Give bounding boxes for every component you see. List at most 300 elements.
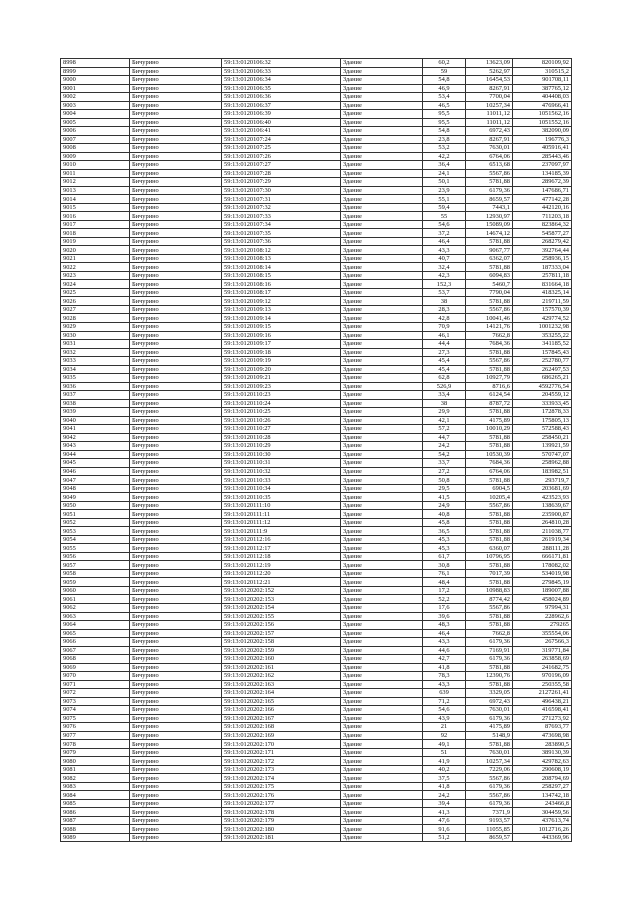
cadastral-value-cell: 353255,22 bbox=[513, 331, 572, 340]
cadastral-value-cell: 178082,02 bbox=[513, 561, 572, 570]
area-cell: 50,8 bbox=[423, 476, 466, 485]
table-row bbox=[61, 305, 572, 314]
area-cell: 48,3 bbox=[423, 621, 466, 630]
area-cell: 43,3 bbox=[423, 638, 466, 647]
row-number-cell: 9056 bbox=[61, 552, 130, 561]
cadastral-number-cell: 59:13:0120109:23 bbox=[222, 382, 341, 391]
cadastral-value-cell: 258962,88 bbox=[513, 459, 572, 468]
object-type-cell: Здание bbox=[341, 544, 423, 553]
row-number-cell: 9063 bbox=[61, 612, 130, 621]
area-cell: 53,7 bbox=[423, 288, 466, 297]
table-row bbox=[61, 297, 572, 306]
unit-cost-cell: 7630,01 bbox=[466, 748, 513, 757]
object-type-cell: Здание bbox=[341, 263, 423, 272]
cadastral-number-cell: 59:13:0120107:31 bbox=[222, 195, 341, 204]
area-cell: 42,8 bbox=[423, 314, 466, 323]
cadastral-number-cell: 59:13:0120107:30 bbox=[222, 186, 341, 195]
cadastral-number-cell: 59:13:0120106:40 bbox=[222, 118, 341, 127]
unit-cost-cell: 5781,88 bbox=[466, 442, 513, 451]
table-row bbox=[61, 493, 572, 502]
cadastral-value-cell: 289672,39 bbox=[513, 178, 572, 187]
object-type-cell: Здание bbox=[341, 808, 423, 817]
locality-cell: Бичурино bbox=[130, 391, 222, 400]
locality-cell: Бичурино bbox=[130, 672, 222, 681]
cadastral-value-cell: 2127261,41 bbox=[513, 689, 572, 698]
table-row bbox=[61, 425, 572, 434]
object-type-cell: Здание bbox=[341, 621, 423, 630]
row-number-cell: 9052 bbox=[61, 518, 130, 527]
unit-cost-cell: 5567,86 bbox=[466, 774, 513, 783]
row-number-cell: 9042 bbox=[61, 433, 130, 442]
locality-cell: Бичурино bbox=[130, 578, 222, 587]
object-type-cell: Здание bbox=[341, 93, 423, 102]
cadastral-number-cell: 59:13:0120202:158 bbox=[222, 638, 341, 647]
unit-cost-cell: 9193,57 bbox=[466, 816, 513, 825]
locality-cell: Бичурино bbox=[130, 229, 222, 238]
object-type-cell: Здание bbox=[341, 254, 423, 263]
row-number-cell: 9003 bbox=[61, 101, 130, 110]
unit-cost-cell: 6904,5 bbox=[466, 484, 513, 493]
locality-cell: Бичурино bbox=[130, 110, 222, 119]
row-number-cell: 9070 bbox=[61, 672, 130, 681]
object-type-cell: Здание bbox=[341, 569, 423, 578]
area-cell: 43,9 bbox=[423, 714, 466, 723]
locality-cell: Бичурино bbox=[130, 799, 222, 808]
locality-cell: Бичурино bbox=[130, 382, 222, 391]
area-cell: 32,4 bbox=[423, 263, 466, 272]
cadastral-value-cell: 473698,98 bbox=[513, 731, 572, 740]
unit-cost-cell: 10010,29 bbox=[466, 425, 513, 434]
table-row bbox=[61, 816, 572, 825]
cadastral-number-cell: 59:13:0120110:25 bbox=[222, 408, 341, 417]
unit-cost-cell: 5567,86 bbox=[466, 791, 513, 800]
row-number-cell: 9060 bbox=[61, 586, 130, 595]
area-cell: 55,1 bbox=[423, 195, 466, 204]
area-cell: 60,2 bbox=[423, 59, 466, 68]
unit-cost-cell: 7017,39 bbox=[466, 569, 513, 578]
object-type-cell: Здание bbox=[341, 595, 423, 604]
unit-cost-cell: 15089,09 bbox=[466, 220, 513, 229]
cadastral-value-cell: 1012716,26 bbox=[513, 825, 572, 834]
area-cell: 27,2 bbox=[423, 467, 466, 476]
cadastral-value-cell: 534019,98 bbox=[513, 569, 572, 578]
object-type-cell: Здание bbox=[341, 374, 423, 383]
cadastral-value-cell: 134185,39 bbox=[513, 169, 572, 178]
table-row bbox=[61, 84, 572, 93]
cadastral-value-cell: 263858,69 bbox=[513, 655, 572, 664]
table-row bbox=[61, 391, 572, 400]
area-cell: 54,6 bbox=[423, 220, 466, 229]
area-cell: 51 bbox=[423, 748, 466, 757]
cadastral-value-cell: 237097,97 bbox=[513, 161, 572, 170]
locality-cell: Бичурино bbox=[130, 604, 222, 613]
row-number-cell: 9018 bbox=[61, 229, 130, 238]
cadastral-value-cell: 189007,88 bbox=[513, 586, 572, 595]
object-type-cell: Здание bbox=[341, 288, 423, 297]
row-number-cell: 8998 bbox=[61, 59, 130, 68]
unit-cost-cell: 12930,97 bbox=[466, 212, 513, 221]
object-type-cell: Здание bbox=[341, 84, 423, 93]
table-row bbox=[61, 246, 572, 255]
area-cell: 42,7 bbox=[423, 655, 466, 664]
cadastral-number-cell: 59:13:0120202:162 bbox=[222, 672, 341, 681]
locality-cell: Бичурино bbox=[130, 833, 222, 842]
table-row bbox=[61, 399, 572, 408]
area-cell: 29,5 bbox=[423, 484, 466, 493]
table-row bbox=[61, 578, 572, 587]
object-type-cell: Здание bbox=[341, 612, 423, 621]
locality-cell: Бичурино bbox=[130, 527, 222, 536]
area-cell: 52,2 bbox=[423, 595, 466, 604]
locality-cell: Бичурино bbox=[130, 161, 222, 170]
row-number-cell: 9032 bbox=[61, 348, 130, 357]
cadastral-value-cell: 147686,71 bbox=[513, 186, 572, 195]
unit-cost-cell: 11011,12 bbox=[466, 118, 513, 127]
row-number-cell: 9071 bbox=[61, 680, 130, 689]
cadastral-number-cell: 59:13:0120202:165 bbox=[222, 697, 341, 706]
cadastral-number-cell: 59:13:0120202:179 bbox=[222, 816, 341, 825]
row-number-cell: 9059 bbox=[61, 578, 130, 587]
cadastral-value-cell: 418325,14 bbox=[513, 288, 572, 297]
object-type-cell: Здание bbox=[341, 391, 423, 400]
cadastral-number-cell: 59:13:0120112:18 bbox=[222, 552, 341, 561]
table-row bbox=[61, 382, 572, 391]
area-cell: 45,4 bbox=[423, 365, 466, 374]
cadastral-number-cell: 59:13:0120106:37 bbox=[222, 101, 341, 110]
row-number-cell: 9011 bbox=[61, 169, 130, 178]
cadastral-number-cell: 59:13:0120107:33 bbox=[222, 212, 341, 221]
unit-cost-cell: 5781,88 bbox=[466, 178, 513, 187]
unit-cost-cell: 5781,88 bbox=[466, 740, 513, 749]
table-row bbox=[61, 569, 572, 578]
table-row bbox=[61, 748, 572, 757]
table-row bbox=[61, 535, 572, 544]
unit-cost-cell: 10041,46 bbox=[466, 314, 513, 323]
object-type-cell: Здание bbox=[341, 203, 423, 212]
locality-cell: Бичурино bbox=[130, 510, 222, 519]
object-type-cell: Здание bbox=[341, 791, 423, 800]
cadastral-number-cell: 59:13:0120202:175 bbox=[222, 782, 341, 791]
table-row bbox=[61, 655, 572, 664]
unit-cost-cell: 16454,53 bbox=[466, 76, 513, 85]
locality-cell: Бичурино bbox=[130, 612, 222, 621]
locality-cell: Бичурино bbox=[130, 365, 222, 374]
unit-cost-cell: 6764,06 bbox=[466, 467, 513, 476]
object-type-cell: Здание bbox=[341, 816, 423, 825]
area-cell: 95,5 bbox=[423, 110, 466, 119]
cadastral-number-cell: 59:13:0120202:167 bbox=[222, 714, 341, 723]
cadastral-value-cell: 204559,12 bbox=[513, 391, 572, 400]
object-type-cell: Здание bbox=[341, 535, 423, 544]
object-type-cell: Здание bbox=[341, 450, 423, 459]
object-type-cell: Здание bbox=[341, 433, 423, 442]
row-number-cell: 9046 bbox=[61, 467, 130, 476]
object-type-cell: Здание bbox=[341, 714, 423, 723]
area-cell: 45,8 bbox=[423, 518, 466, 527]
object-type-cell: Здание bbox=[341, 101, 423, 110]
table-row bbox=[61, 195, 572, 204]
area-cell: 71,2 bbox=[423, 697, 466, 706]
cadastral-number-cell: 59:13:0120109:16 bbox=[222, 331, 341, 340]
object-type-cell: Здание bbox=[341, 501, 423, 510]
area-cell: 36,4 bbox=[423, 161, 466, 170]
table-row bbox=[61, 220, 572, 229]
cadastral-value-cell: 1051562,16 bbox=[513, 110, 572, 119]
row-number-cell: 9015 bbox=[61, 203, 130, 212]
object-type-cell: Здание bbox=[341, 663, 423, 672]
unit-cost-cell: 6972,43 bbox=[466, 127, 513, 136]
unit-cost-cell: 7371,9 bbox=[466, 808, 513, 817]
table-row bbox=[61, 118, 572, 127]
unit-cost-cell: 5781,88 bbox=[466, 578, 513, 587]
cadastral-value-cell: 258450,21 bbox=[513, 433, 572, 442]
row-number-cell: 9077 bbox=[61, 731, 130, 740]
locality-cell: Бичурино bbox=[130, 518, 222, 527]
cadastral-number-cell: 59:13:0120202:181 bbox=[222, 833, 341, 842]
area-cell: 21 bbox=[423, 723, 466, 732]
cadastral-number-cell: 59:13:0120111:9 bbox=[222, 527, 341, 536]
table-row bbox=[61, 459, 572, 468]
object-type-cell: Здание bbox=[341, 782, 423, 791]
locality-cell: Бичурино bbox=[130, 476, 222, 485]
area-cell: 30,8 bbox=[423, 561, 466, 570]
cadastral-number-cell: 59:13:0120202:171 bbox=[222, 748, 341, 757]
locality-cell: Бичурино bbox=[130, 808, 222, 817]
locality-cell: Бичурино bbox=[130, 195, 222, 204]
row-number-cell: 9036 bbox=[61, 382, 130, 391]
cadastral-value-cell: 496438,21 bbox=[513, 697, 572, 706]
object-type-cell: Здание bbox=[341, 586, 423, 595]
area-cell: 70,9 bbox=[423, 322, 466, 331]
unit-cost-cell: 5781,88 bbox=[466, 510, 513, 519]
locality-cell: Бичурино bbox=[130, 816, 222, 825]
object-type-cell: Здание bbox=[341, 484, 423, 493]
row-number-cell: 9033 bbox=[61, 357, 130, 366]
table-row bbox=[61, 271, 572, 280]
object-type-cell: Здание bbox=[341, 561, 423, 570]
object-type-cell: Здание bbox=[341, 680, 423, 689]
unit-cost-cell: 5781,88 bbox=[466, 612, 513, 621]
locality-cell: Бичурино bbox=[130, 288, 222, 297]
area-cell: 46,4 bbox=[423, 237, 466, 246]
table-row bbox=[61, 723, 572, 732]
locality-cell: Бичурино bbox=[130, 680, 222, 689]
unit-cost-cell: 5781,88 bbox=[466, 476, 513, 485]
table-row bbox=[61, 365, 572, 374]
cadastral-value-cell: 901708,11 bbox=[513, 76, 572, 85]
object-type-cell: Здание bbox=[341, 629, 423, 638]
cadastral-value-cell: 1051552,16 bbox=[513, 118, 572, 127]
locality-cell: Бичурино bbox=[130, 646, 222, 655]
locality-cell: Бичурино bbox=[130, 484, 222, 493]
unit-cost-cell: 8716,6 bbox=[466, 382, 513, 391]
cadastral-value-cell: 157570,39 bbox=[513, 305, 572, 314]
unit-cost-cell: 5781,88 bbox=[466, 408, 513, 417]
object-type-cell: Здание bbox=[341, 305, 423, 314]
row-number-cell: 9049 bbox=[61, 493, 130, 502]
row-number-cell: 9004 bbox=[61, 110, 130, 119]
row-number-cell: 9024 bbox=[61, 280, 130, 289]
cadastral-value-cell: 267566,3 bbox=[513, 638, 572, 647]
unit-cost-cell: 7229,06 bbox=[466, 765, 513, 774]
table-row bbox=[61, 203, 572, 212]
table-row bbox=[61, 442, 572, 451]
locality-cell: Бичурино bbox=[130, 84, 222, 93]
cadastral-number-cell: 59:13:0120202:156 bbox=[222, 621, 341, 630]
cadastral-number-cell: 59:13:0120108:14 bbox=[222, 263, 341, 272]
row-number-cell: 9061 bbox=[61, 595, 130, 604]
table-row bbox=[61, 450, 572, 459]
table-row bbox=[61, 93, 572, 102]
cadastral-number-cell: 59:13:0120110:33 bbox=[222, 476, 341, 485]
cadastral-value-cell: 4592776,54 bbox=[513, 382, 572, 391]
area-cell: 49,1 bbox=[423, 740, 466, 749]
table-row bbox=[61, 544, 572, 553]
row-number-cell: 9088 bbox=[61, 825, 130, 834]
row-number-cell: 9039 bbox=[61, 408, 130, 417]
locality-cell: Бичурино bbox=[130, 535, 222, 544]
cadastral-number-cell: 59:13:0120202:163 bbox=[222, 680, 341, 689]
row-number-cell: 9023 bbox=[61, 271, 130, 280]
unit-cost-cell: 8659,57 bbox=[466, 195, 513, 204]
unit-cost-cell: 5781,88 bbox=[466, 561, 513, 570]
object-type-cell: Здание bbox=[341, 408, 423, 417]
table-row bbox=[61, 322, 572, 331]
locality-cell: Бичурино bbox=[130, 569, 222, 578]
locality-cell: Бичурино bbox=[130, 399, 222, 408]
cadastral-number-cell: 59:13:0120107:35 bbox=[222, 229, 341, 238]
object-type-cell: Здание bbox=[341, 110, 423, 119]
cadastral-number-cell: 59:13:0120106:39 bbox=[222, 110, 341, 119]
row-number-cell: 9068 bbox=[61, 655, 130, 664]
unit-cost-cell: 7630,01 bbox=[466, 706, 513, 715]
object-type-cell: Здание bbox=[341, 518, 423, 527]
area-cell: 526,9 bbox=[423, 382, 466, 391]
object-type-cell: Здание bbox=[341, 365, 423, 374]
locality-cell: Бичурино bbox=[130, 706, 222, 715]
table-row bbox=[61, 612, 572, 621]
table-row bbox=[61, 433, 572, 442]
area-cell: 62,8 bbox=[423, 374, 466, 383]
area-cell: 42,2 bbox=[423, 152, 466, 161]
locality-cell: Бичурино bbox=[130, 731, 222, 740]
table-row bbox=[61, 374, 572, 383]
area-cell: 41,9 bbox=[423, 757, 466, 766]
unit-cost-cell: 10796,95 bbox=[466, 552, 513, 561]
object-type-cell: Здание bbox=[341, 604, 423, 613]
object-type-cell: Здание bbox=[341, 152, 423, 161]
unit-cost-cell: 11011,12 bbox=[466, 110, 513, 119]
cadastral-number-cell: 59:13:0120202:168 bbox=[222, 723, 341, 732]
unit-cost-cell: 4175,89 bbox=[466, 416, 513, 425]
area-cell: 44,6 bbox=[423, 646, 466, 655]
cadastral-number-cell: 59:13:0120112:21 bbox=[222, 578, 341, 587]
unit-cost-cell: 12390,76 bbox=[466, 672, 513, 681]
object-type-cell: Здание bbox=[341, 297, 423, 306]
unit-cost-cell: 10205,4 bbox=[466, 493, 513, 502]
unit-cost-cell: 6972,43 bbox=[466, 697, 513, 706]
cadastral-number-cell: 59:13:0120202:170 bbox=[222, 740, 341, 749]
row-number-cell: 9021 bbox=[61, 254, 130, 263]
locality-cell: Бичурино bbox=[130, 561, 222, 570]
locality-cell: Бичурино bbox=[130, 689, 222, 698]
cadastral-value-cell: 443369,96 bbox=[513, 833, 572, 842]
area-cell: 53,2 bbox=[423, 144, 466, 153]
unit-cost-cell: 7684,36 bbox=[466, 459, 513, 468]
table-row bbox=[61, 263, 572, 272]
cadastral-value-cell: 235900,87 bbox=[513, 510, 572, 519]
locality-cell: Бичурино bbox=[130, 127, 222, 136]
table-row bbox=[61, 663, 572, 672]
cadastral-number-cell: 59:13:0120202:155 bbox=[222, 612, 341, 621]
area-cell: 42,3 bbox=[423, 271, 466, 280]
unit-cost-cell: 13623,09 bbox=[466, 59, 513, 68]
table-row bbox=[61, 408, 572, 417]
area-cell: 45,3 bbox=[423, 535, 466, 544]
area-cell: 45,4 bbox=[423, 357, 466, 366]
cadastral-value-cell: 570747,07 bbox=[513, 450, 572, 459]
unit-cost-cell: 5781,88 bbox=[466, 663, 513, 672]
table-row bbox=[61, 67, 572, 76]
row-number-cell: 9085 bbox=[61, 799, 130, 808]
cadastral-value-cell: 404408,03 bbox=[513, 93, 572, 102]
cadastral-value-cell: 285443,46 bbox=[513, 152, 572, 161]
cadastral-value-cell: 416598,41 bbox=[513, 706, 572, 715]
unit-cost-cell: 7700,04 bbox=[466, 93, 513, 102]
locality-cell: Бичурино bbox=[130, 638, 222, 647]
unit-cost-cell: 5148,9 bbox=[466, 731, 513, 740]
locality-cell: Бичурино bbox=[130, 663, 222, 672]
cadastral-number-cell: 59:13:0120106:33 bbox=[222, 67, 341, 76]
object-type-cell: Здание bbox=[341, 416, 423, 425]
row-number-cell: 9034 bbox=[61, 365, 130, 374]
area-cell: 41,5 bbox=[423, 493, 466, 502]
area-cell: 47,6 bbox=[423, 816, 466, 825]
row-number-cell: 9043 bbox=[61, 442, 130, 451]
unit-cost-cell: 10988,83 bbox=[466, 586, 513, 595]
cadastral-value-cell: 271273,92 bbox=[513, 714, 572, 723]
cadastral-number-cell: 59:13:0120107:34 bbox=[222, 220, 341, 229]
unit-cost-cell: 8787,72 bbox=[466, 399, 513, 408]
unit-cost-cell: 7169,91 bbox=[466, 646, 513, 655]
area-cell: 38 bbox=[423, 297, 466, 306]
table-row bbox=[61, 561, 572, 570]
object-type-cell: Здание bbox=[341, 799, 423, 808]
cadastral-number-cell: 59:13:0120110:32 bbox=[222, 467, 341, 476]
table-row bbox=[61, 314, 572, 323]
unit-cost-cell: 6360,07 bbox=[466, 544, 513, 553]
locality-cell: Бичурино bbox=[130, 655, 222, 664]
row-number-cell: 9083 bbox=[61, 782, 130, 791]
table-row bbox=[61, 595, 572, 604]
unit-cost-cell: 7684,36 bbox=[466, 340, 513, 349]
table-row bbox=[61, 331, 572, 340]
object-type-cell: Здание bbox=[341, 220, 423, 229]
area-cell: 42,1 bbox=[423, 416, 466, 425]
row-number-cell: 9031 bbox=[61, 340, 130, 349]
object-type-cell: Здание bbox=[341, 467, 423, 476]
row-number-cell: 9054 bbox=[61, 535, 130, 544]
row-number-cell: 9074 bbox=[61, 706, 130, 715]
table-row bbox=[61, 110, 572, 119]
cadastral-value-cell: 172878,33 bbox=[513, 408, 572, 417]
area-cell: 59 bbox=[423, 67, 466, 76]
locality-cell: Бичурино bbox=[130, 408, 222, 417]
object-type-cell: Здание bbox=[341, 118, 423, 127]
cadastral-number-cell: 59:13:0120108:13 bbox=[222, 254, 341, 263]
table-row bbox=[61, 825, 572, 834]
cadastral-value-cell: 686265,21 bbox=[513, 374, 572, 383]
